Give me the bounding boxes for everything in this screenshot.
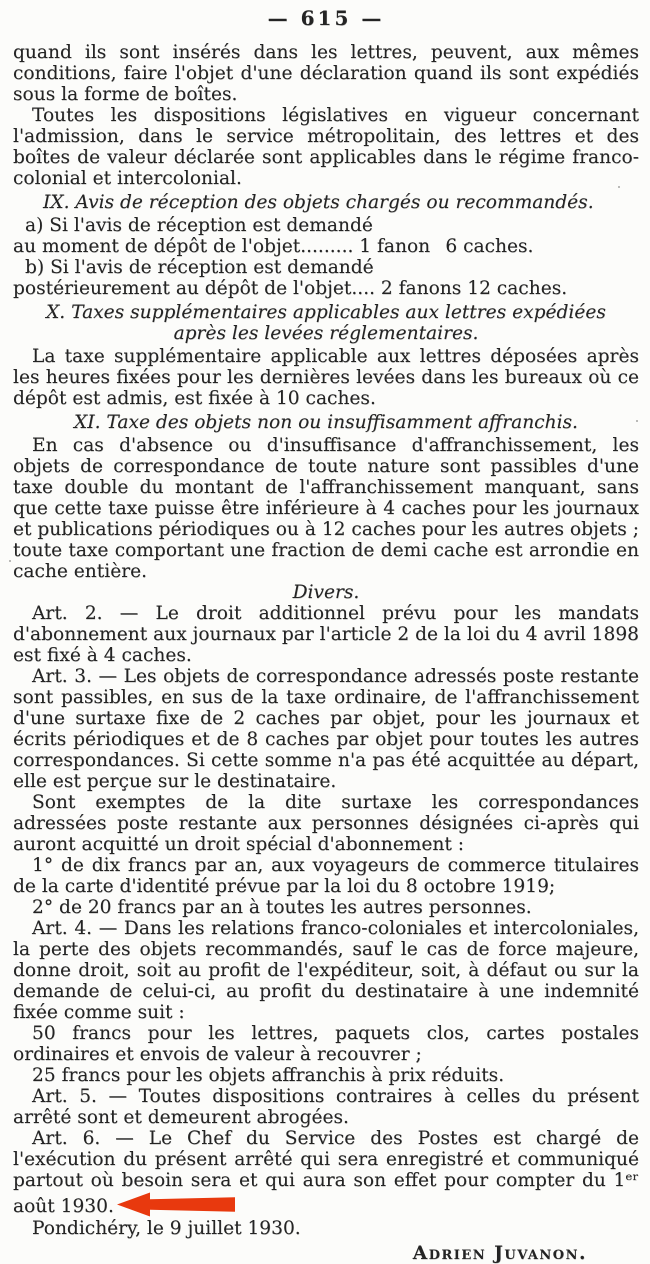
tariff-line: au moment de dépôt de l'objet......... 1 fanon 6 caches. (13, 236, 534, 257)
signature: Adrien Juvanon. (412, 1243, 587, 1264)
paragraph: La taxe supplémentaire applicable aux lettres déposées après les heures fixées pour les dernières levées dans les bureaux où ce dépôt est admis, est fixée à 10 caches. (13, 346, 639, 409)
paragraph: 50 francs pour les lettres, paquets clos, cartes postales ordinaires et envois de valeur à recouvrer ; (13, 1023, 639, 1065)
paragraph: quand ils sont insérés dans les lettres, peuvent, aux mêmes conditions, faire l'objet d'une déclaration quand ils sont expédiés sous la forme de boîtes. (13, 42, 639, 105)
list-item-1: 1° de dix francs par an, aux voyageurs de commerce titulaires de la carte d'identité prévue par la loi du 8 octobre 1919; (13, 855, 639, 897)
page-number: — 615 — (267, 6, 385, 30)
list-item-2: 2° de 20 francs par an à toutes les autres personnes. (32, 897, 532, 918)
tariff-item-b: b) Si l'avis de réception est demandé (25, 257, 374, 278)
scan-speckle (9, 560, 11, 562)
section-heading-divers: Divers. (292, 582, 360, 603)
paragraph: Sont exemptes de la dite surtaxe les correspondances adressées poste restante aux personnes désignées ci-après qui auront acquitté un droit spécial d'abonnement : (13, 792, 639, 855)
section-heading-x: X. Taxes supplémentaires applicables aux lettres expédiées après les levées réglementaires. (46, 302, 606, 344)
paragraph: Toutes les dispositions législatives en vigueur concernant l'admission, dans le service métropolitain, des lettres et des boîtes de valeur déclarée sont applicables dans le régime franco-colonial et intercolonial. (13, 105, 639, 189)
red-arrow-annotation-icon (117, 1191, 235, 1218)
article-3-paragraph: Art. 3. — Les objets de correspondance adressés poste restante sont passibles, en sus de la taxe ordinaire, de l'affranchissement d'une surtaxe fixe de 2 caches par objet, pour les journaux et écrits périodiques et de 8 caches par objet pour toutes les autres correspondances. Si cette somme n'a pas été acquittée au départ, elle est perçue sur le destinataire. (13, 666, 639, 792)
date-line: Pondichéry, le 9 juillet 1930. (32, 1218, 301, 1239)
paragraph: En cas d'absence ou d'insuffisance d'affranchissement, les objets de correspondance de toute nature sont passibles d'une taxe double du montant de l'affranchissement manquant, sans que cette taxe puisse être inférieure à 4 caches pour les journaux et publications périodiques ou à 12 caches pour les autres objets ; toute taxe comportant une fraction de demi cache est arrondie en cache entière. (13, 435, 639, 582)
section-heading-xi: XI. Taxe des objets non ou insuffisamment affranchis. (74, 412, 578, 433)
tariff-item-a: a) Si l'avis de réception est demandé (25, 215, 373, 236)
article-2-paragraph: Art. 2. — Le droit additionnel prévu pour les mandats d'abonnement aux journaux par l'article 2 de la loi du 4 avril 1898 est fixé à 4 caches. (13, 603, 639, 666)
article-6-paragraph (13, 1128, 639, 1218)
article-6-text: Art. 6. — Le Chef du Service des Postes est chargé de l'exécution du présent arrêté qui sera enregistré et communiqué partout où besoin sera et qui aura son effet pour compter du 1ᵉʳ août 1930. (13, 1128, 639, 1217)
section-heading-ix: IX. Avis de réception des objets chargés ou recommandés. (43, 192, 594, 213)
article-4-paragraph: Art. 4. — Dans les relations franco-coloniales et intercoloniales, la perte des objets recommandés, sauf le cas de force majeure, donne droit, soit au profit de l'expéditeur, soit, à défaut ou sur la demande de celui-ci, au profit du destinataire à une indemnité fixée comme suit : (13, 918, 639, 1023)
paragraph: 25 francs pour les objets affranchis à prix réduits. (32, 1065, 505, 1086)
tariff-line: postérieurement au dépôt de l'objet.... 2 fanons 12 caches. (13, 278, 568, 299)
article-5-paragraph: Art. 5. — Toutes dispositions contraires à celles du présent arrêté sont et demeurent abrogées. (13, 1086, 639, 1128)
